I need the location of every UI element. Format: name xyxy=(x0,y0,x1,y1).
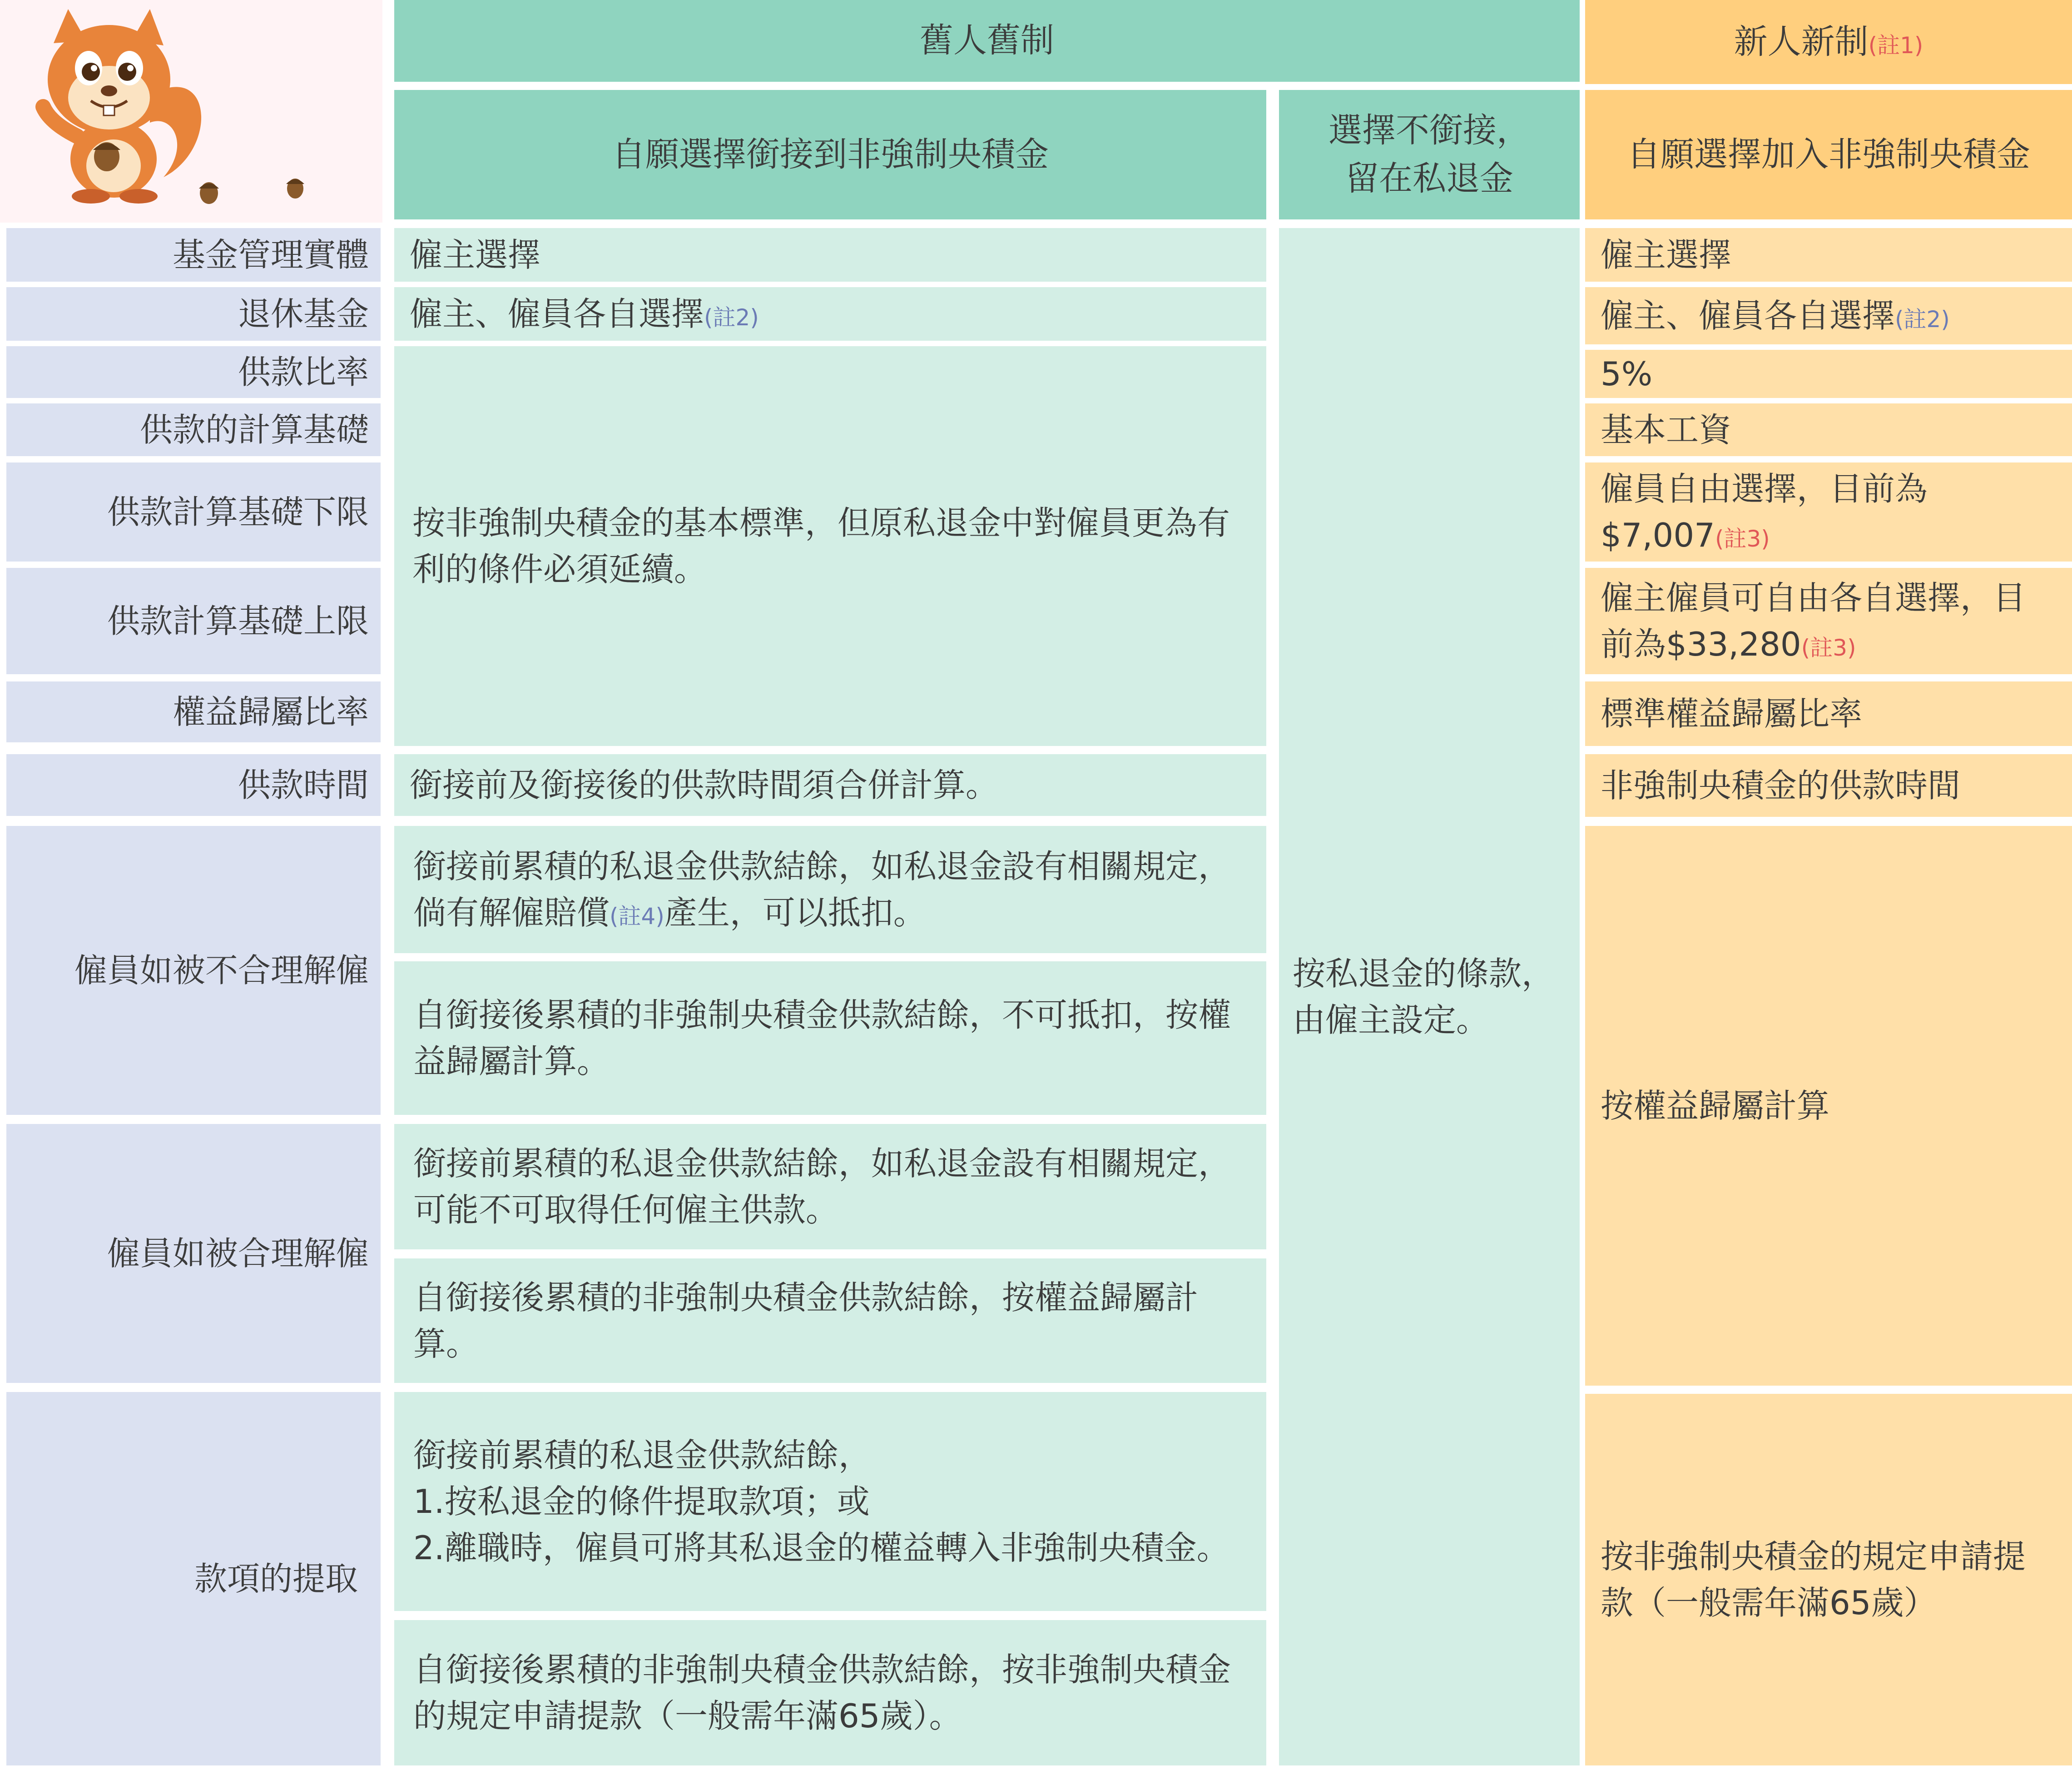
connect-withdraw-b: 自銜接後累積的非強制央積金供款結餘，按非強制央積金的規定申請提款（一般需年滿65歲）。 xyxy=(394,1620,1266,1765)
connect-unfair-a: 銜接前累積的私退金供款結餘，如私退金設有相關規定，倘有解僱賠償(註4)產生，可以抵扣。 xyxy=(394,826,1266,953)
header-new-scheme xyxy=(1585,0,2072,84)
header-connect-text: 自願選擇銜接到非強制央積金 xyxy=(612,134,1049,174)
mascot-area xyxy=(0,0,382,223)
new-upper: 僱主僱員可自由各自選擇，目前為$33,280(註3) xyxy=(1585,568,2072,674)
new-time: 非強制央積金的供款時間 xyxy=(1585,754,2072,817)
label-basis: 供款的計算基礎 xyxy=(6,403,381,456)
new-retire-fund: 僱主、僱員各自選擇(註2) xyxy=(1585,287,2072,344)
header-connect xyxy=(394,90,1266,219)
header-new xyxy=(1585,90,2072,219)
header-new-scheme-text: 新人新制 xyxy=(1734,22,1869,61)
connect-retire-fund-note: (註2) xyxy=(704,304,759,331)
new-withdraw: 按非強制央積金的規定申請提款（一般需年滿65歲） xyxy=(1585,1394,2072,1765)
new-fund-admin: 僱主選擇 xyxy=(1585,228,2072,282)
label-vesting: 權益歸屬比率 xyxy=(6,681,381,742)
header-old-scheme xyxy=(394,0,1580,82)
new-lower: 僱員自由選擇，目前為$7,007(註3) xyxy=(1585,462,2072,562)
header-stay xyxy=(1279,90,1580,219)
label-fund-admin: 基金管理實體 xyxy=(6,228,381,282)
connect-merged-standard: 按非強制央積金的基本標準，但原私退金中對僱員更為有利的條件必須延續。 xyxy=(394,346,1266,746)
connect-fair-a: 銜接前累積的私退金供款結餘，如私退金設有相關規定，可能不可取得任何僱主供款。 xyxy=(394,1124,1266,1249)
label-fair-dismissal: 僱員如被合理解僱 xyxy=(6,1124,381,1383)
squirrel-mascot-icon xyxy=(0,0,382,223)
stay-private-fund: 按私退金的條款，由僱主設定。 xyxy=(1279,228,1580,1765)
header-new-text: 自願選擇加入非強制央積金 xyxy=(1627,134,2030,174)
new-dismissal-vesting: 按權益歸屬計算 xyxy=(1585,826,2072,1386)
connect-withdraw-a: 銜接前累積的私退金供款結餘， 1.按私退金的條件提取款項；或 2.離職時，僱員可將其私退金的權益轉入非強制央積金。 xyxy=(394,1392,1266,1611)
new-basis: 基本工資 xyxy=(1585,403,2072,456)
connect-unfair-b: 自銜接後累積的非強制央積金供款結餘，不可抵扣，按權益歸屬計算。 xyxy=(394,961,1266,1115)
label-unfair-dismissal: 僱員如被不合理解僱 xyxy=(6,826,381,1115)
new-vesting: 標準權益歸屬比率 xyxy=(1585,681,2072,746)
connect-fund-admin: 僱主選擇 xyxy=(394,228,1266,282)
new-lower-note: (註3) xyxy=(1715,526,1770,552)
header-old-scheme-text: 舊人舊制 xyxy=(920,21,1054,60)
connect-unfair-note: (註4) xyxy=(610,903,664,930)
connect-fair-b: 自銜接後累積的非強制央積金供款結餘，按權益歸屬計算。 xyxy=(394,1258,1266,1383)
new-upper-note: (註3) xyxy=(1801,635,1856,661)
header-new-scheme-note: (註1) xyxy=(1868,32,1923,59)
new-rate: 5% xyxy=(1585,350,2072,398)
connect-retire-fund: 僱主、僱員各自選擇(註2) xyxy=(394,287,1266,341)
connect-time: 銜接前及銜接後的供款時間須合併計算。 xyxy=(394,754,1266,816)
new-retire-fund-note: (註2) xyxy=(1895,306,1950,333)
label-rate: 供款比率 xyxy=(6,346,381,398)
label-withdraw: 款項的提取 xyxy=(6,1392,381,1765)
label-retire-fund: 退休基金 xyxy=(6,287,381,341)
header-stay-line1: 選擇不銜接， xyxy=(1328,111,1530,150)
label-time: 供款時間 xyxy=(6,754,381,816)
label-lower: 供款計算基礎下限 xyxy=(6,462,381,562)
label-upper: 供款計算基礎上限 xyxy=(6,568,381,674)
header-stay-line2: 留在私退金 xyxy=(1345,159,1513,198)
